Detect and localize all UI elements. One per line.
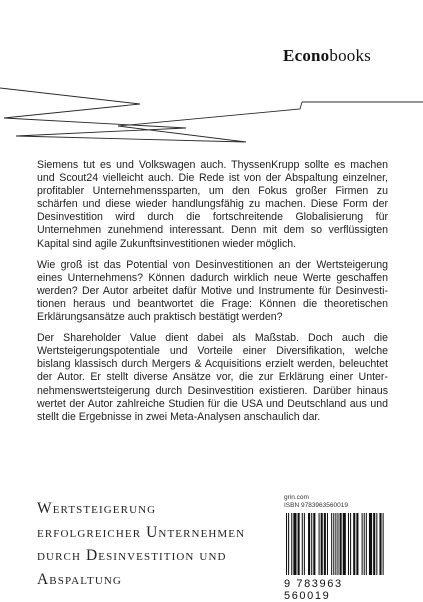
- barcode-bar: [324, 513, 326, 575]
- book-title-line-1: Wertsteigerung: [37, 500, 157, 517]
- barcode-bar: [364, 513, 365, 575]
- barcode-bar: [286, 513, 287, 575]
- blurb-paragraph-1: Siemens tut es und Volkswagen auch. ThyssenKrupp sollte es machen und Scout24 vielleicht auch. Die Rede ist von der Abspaltung einzelner, profitabler Unternehmenssparten, um den Fokus großer Firmen zu schärfen und diese wieder handlungsfähig zu machen. Diese Form der Desinvestition wird durch die fortschreitende Globalisierung für Unternehmen zunehmend interessant. Denn mit dem so verflüssigten Kapital sind agile Zukunftsinvestitionen wieder möglich.: [37, 159, 388, 250]
- barcode: [284, 513, 388, 577]
- book-title-line-3: durch Desinvestition und: [37, 547, 227, 564]
- isbn-number: ISBN 9783963560019: [284, 502, 348, 509]
- barcode-bar: [350, 513, 351, 575]
- barcode-bar: [308, 513, 310, 575]
- publisher-logo-strong: Econo: [283, 46, 330, 65]
- barcode-bar: [331, 513, 332, 575]
- publisher-url: grin.com: [284, 494, 309, 501]
- barcode-bar: [343, 513, 346, 575]
- barcode-bar: [333, 513, 334, 575]
- barcode-bar: [373, 513, 375, 575]
- barcode-bar: [369, 513, 372, 575]
- publisher-logo-light: books: [329, 46, 371, 65]
- barcode-bar: [313, 513, 315, 575]
- barcode-bar: [348, 513, 349, 575]
- barcode-bar: [327, 513, 328, 575]
- barcode-bar: [291, 513, 292, 575]
- barcode-bar: [379, 513, 381, 575]
- isbn-block: [284, 494, 392, 602]
- barcode-digits: 9 783963 560019: [284, 578, 343, 602]
- book-title: [37, 497, 277, 591]
- barcode-bar: [376, 513, 377, 575]
- barcode-bar: [335, 513, 336, 575]
- book-title-line-2: erfolgreicher Unternehmen: [37, 523, 246, 541]
- barcode-bar: [340, 513, 342, 575]
- barcode-bar: [337, 513, 338, 575]
- barcode-bar: [311, 513, 312, 575]
- barcode-bar: [293, 513, 296, 575]
- barcode-bar: [356, 513, 358, 575]
- barcode-bar: [321, 513, 323, 575]
- barcode-bar: [288, 513, 289, 575]
- barcode-bar: [353, 513, 355, 575]
- barcode-bar: [383, 513, 384, 575]
- barcode-bar: [362, 513, 363, 575]
- blurb-text: [37, 159, 388, 432]
- barcode-bar: [366, 513, 367, 575]
- barcode-bar: [298, 513, 300, 575]
- book-title-line-4: Abspaltung: [37, 570, 122, 588]
- barcode-bar: [319, 513, 320, 575]
- decorative-zigzag-lines: [0, 0, 423, 160]
- blurb-paragraph-2: Wie groß ist das Potential von Desinvestitionen an der Wertsteigerung eines Unternehmens? Können dadurch wirklich neue Werte geschaffen werden? Der Autor arbeitet dafür Motive und Instrumente für Desinvestitionen heraus und beantwortet die Frage: Können die theoretischen Erklärungsansätze auch praktisch bestätigt werden?: [37, 258, 388, 324]
- blurb-paragraph-3: Der Shareholder Value dient dabei als Maßstab. Doch auch die Wertsteigerungspotentiale und Vorteile einer Diversifikation, welche bislang klassisch durch Mergers & Acquisitions erzielt werden, beleuchtet der Autor. Er stellt diverse Ansätze vor, die zur Erklärung einer Unternehmenswertsteigerung durch Desinvestition existieren. Darüber hinaus wertet der Autor zahlreiche Studien für die USA und Deutschland aus und stellt die Ergebnisse in zwei Meta-Analysen anschaulich dar.: [37, 332, 388, 423]
- barcode-bar: [302, 513, 303, 575]
- barcode-bar: [304, 513, 305, 575]
